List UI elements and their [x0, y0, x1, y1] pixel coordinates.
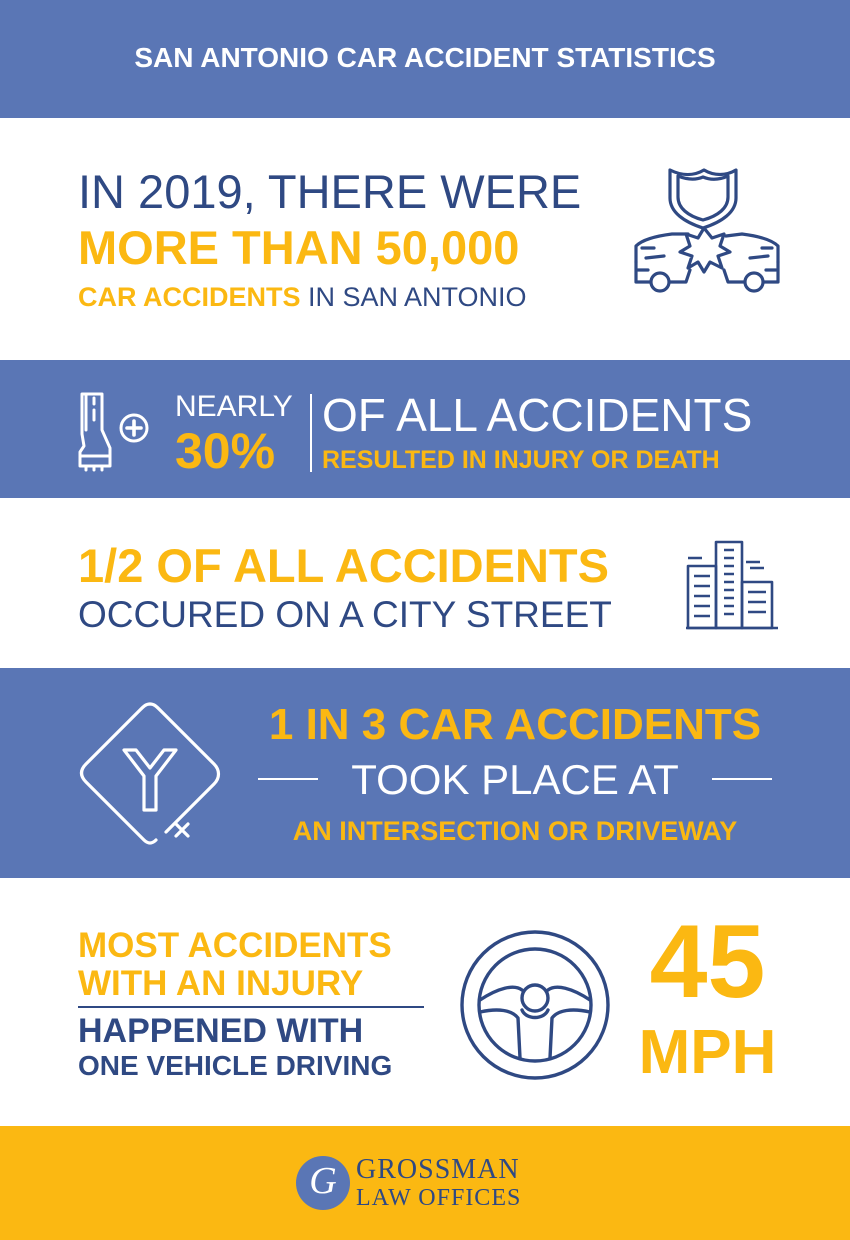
footer-band	[0, 1126, 850, 1240]
stat2-band	[0, 360, 850, 498]
stat1-line1: IN 2019, THERE WERE	[78, 165, 582, 218]
stat5-divider	[78, 1006, 424, 1008]
stat4-band	[0, 668, 850, 878]
stat2-line2: RESULTED IN INJURY OR DEATH	[322, 446, 720, 474]
footer-line1: GROSSMAN	[356, 1154, 520, 1185]
stat1-line3-rest: IN SAN ANTONIO	[300, 282, 527, 312]
stat5-line4: ONE VEHICLE DRIVING	[78, 1050, 393, 1081]
stat4-line1: 1 IN 3 CAR ACCIDENTS	[268, 700, 762, 749]
logo-badge	[296, 1156, 350, 1210]
stat3-line2: OCCURED ON A CITY STREET	[78, 594, 612, 635]
footer-line2: LAW OFFICES	[356, 1185, 522, 1211]
stat2-percent: 30%	[175, 423, 276, 479]
stat5-band	[0, 878, 850, 1126]
stat2-nearly: NEARLY	[175, 390, 293, 423]
stat5-line3: HAPPENED WITH	[78, 1012, 364, 1050]
stat2-divider	[310, 394, 312, 472]
stat4-line3: AN INTERSECTION OR DRIVEWAY	[292, 816, 738, 846]
page-title: SAN ANTONIO CAR ACCIDENT STATISTICS	[134, 42, 716, 73]
stat4-line2: TOOK PLACE AT	[351, 756, 679, 803]
stat1-line3	[78, 282, 527, 313]
stat3-band	[0, 498, 850, 668]
stat5-line1: MOST ACCIDENTS	[78, 926, 392, 965]
steering-wheel-icon	[458, 928, 612, 1082]
header-band	[0, 0, 850, 118]
stat5-unit: MPH	[638, 1018, 777, 1087]
stat2-line1: OF ALL ACCIDENTS	[322, 389, 753, 441]
stat1-line3-highlight: CAR ACCIDENTS	[78, 282, 301, 312]
stat4-rule-right	[712, 778, 772, 780]
injured-leg-medical-icon	[76, 390, 156, 474]
stat1-band	[0, 118, 850, 360]
logo-letter: G	[309, 1160, 337, 1202]
stat1-line2: MORE THAN 50,000	[78, 221, 520, 274]
stat5-line2: WITH AN INJURY	[78, 964, 364, 1003]
y-intersection-sign-icon	[74, 700, 226, 850]
stat5-speed: 45	[649, 904, 766, 1020]
car-crash-shield-icon	[632, 164, 782, 314]
city-buildings-icon	[684, 538, 780, 632]
stat3-line1: 1/2 OF ALL ACCIDENTS	[78, 539, 609, 592]
